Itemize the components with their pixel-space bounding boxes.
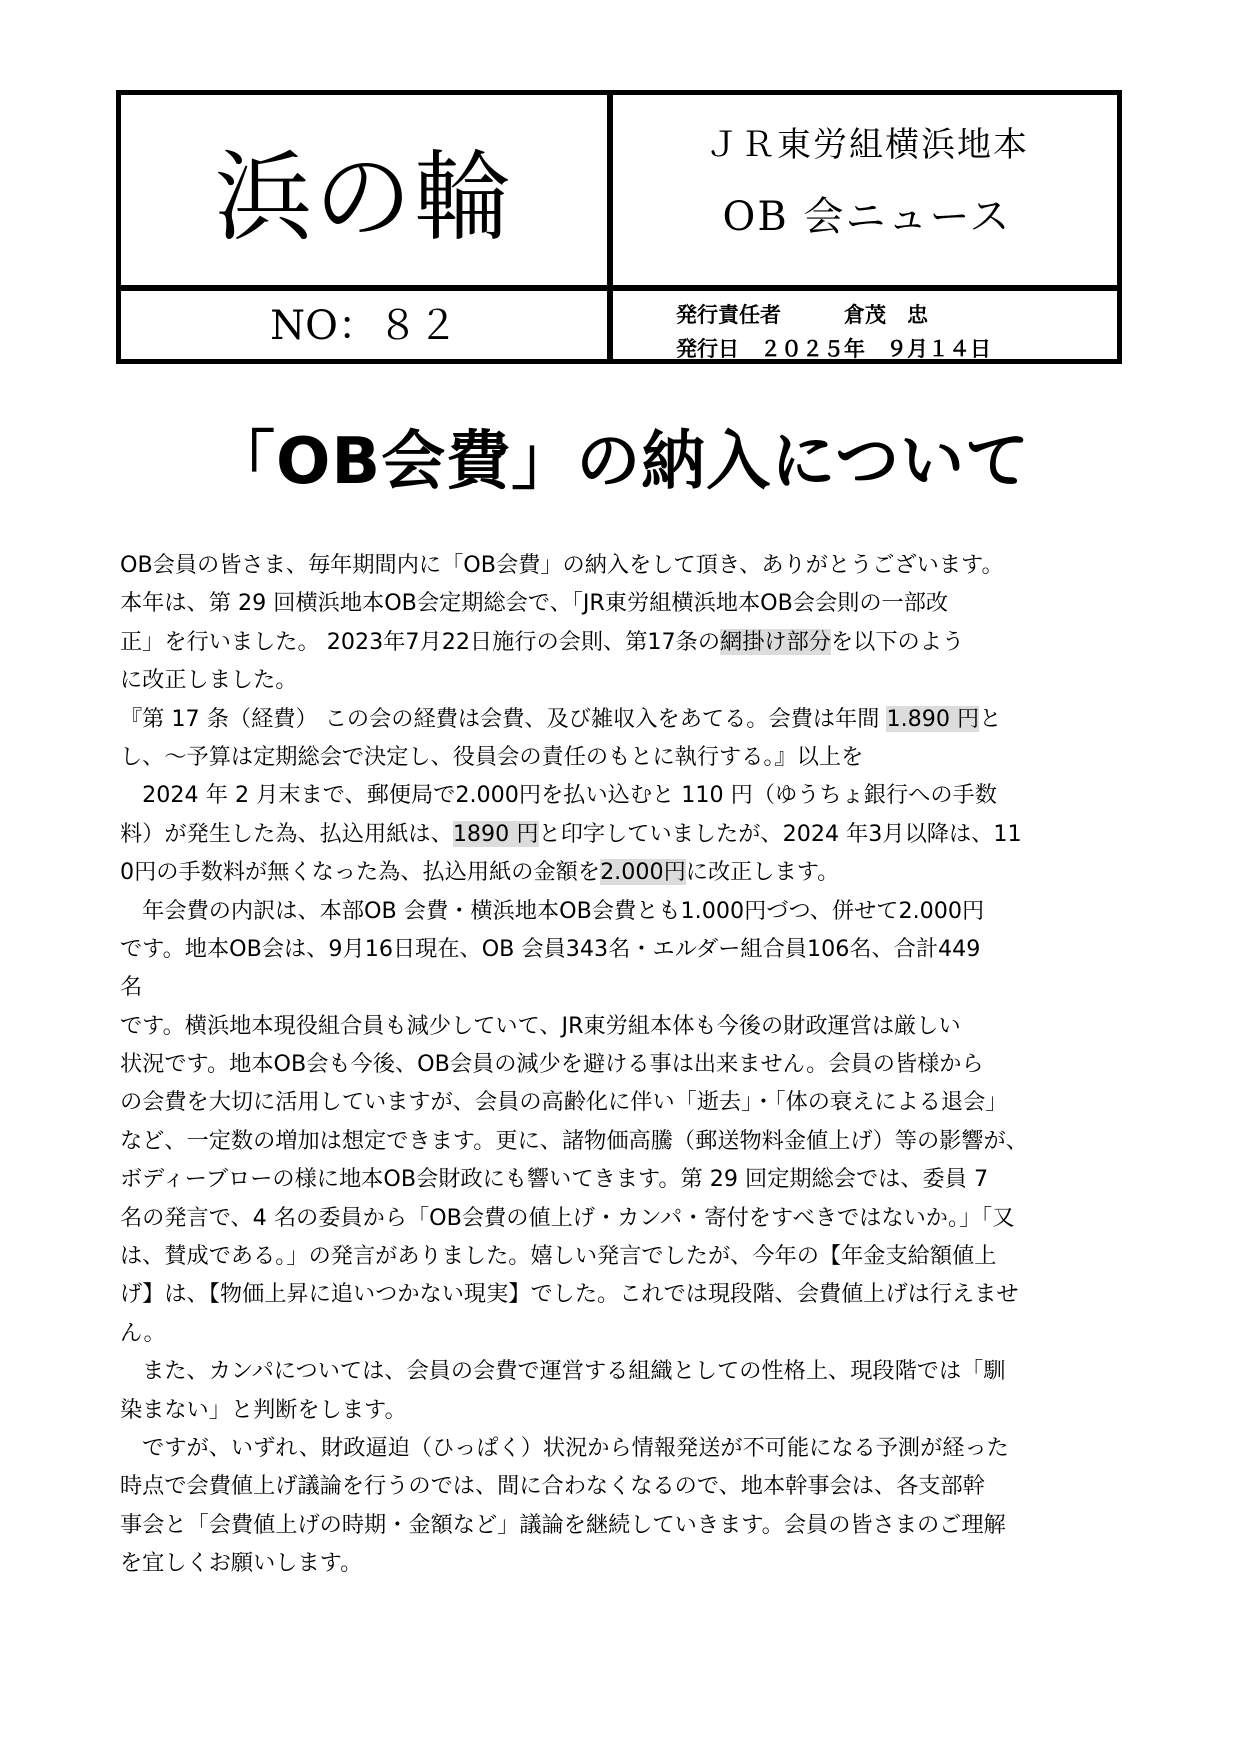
body-line: ですが、いずれ、財政逼迫（ひっぱく）状況から情報発送が不可能になる予測が経った	[120, 1434, 1009, 1461]
body-line: など、一定数の増加は想定できます。更に、諸物価高騰（郵送物料金値上げ）等の影響が、	[120, 1127, 1028, 1154]
body-line	[120, 700, 1125, 738]
body-line: 状況です。地本OB会も今後、OB会員の減少を避ける事は出来ません。会員の皆様から	[120, 1051, 984, 1078]
body-text: 『第 17 条（経費） この会の経費は会費、及び雑収入をあてる。会費は年間	[120, 705, 887, 732]
body-text: に改正します。	[685, 859, 840, 886]
body-line	[120, 853, 1125, 891]
highlighted-text: 網掛け部分	[720, 628, 831, 655]
publish-date-line: 発行日 ２０２５年 ９月１４日	[676, 337, 991, 361]
body-line: ボディーブローの様に地本OB会財政にも響いてきます。第 29 回定期総会では、委員 7	[120, 1166, 989, 1193]
body-text: 0円の手数料が無くなった為、払込用紙の金額を	[120, 859, 601, 886]
body-line: 染まない」と判断をします。	[120, 1396, 407, 1423]
body-line: は、賛成である。」の発言がありました。嬉しい発言でしたが、今年の【年金支給額値上	[120, 1243, 997, 1270]
body-line: です。横浜地本現役組合員も減少していて、JR東労組本体も今後の財政運営は厳しい	[120, 1012, 961, 1039]
body-text: と	[979, 705, 1002, 732]
body-line: です。地本OB会は、9月16日現在、OB 会員343名・エルダー組合員106名、合計449	[120, 935, 981, 962]
body-line	[120, 623, 1125, 661]
body-line	[120, 815, 1125, 853]
body-line: 事会と「会費値上げの時期・金額など」議論を継続していきます。会員の皆さまのご理解	[120, 1511, 1006, 1538]
body-line: を宜しくお願いします。	[120, 1550, 363, 1577]
body-text: と印字していましたが、2024 年3月以降は、11	[538, 820, 1022, 847]
body-line: 年会費の内訳は、本部OB 会費・横浜地本OB会費とも1.000円づつ、併せて2.000円	[120, 897, 985, 924]
article-body	[120, 546, 1125, 1583]
body-line: 本年は、第 29 回横浜地本OB会定期総会で、「JR東労組横浜地本OB会会則の一部改	[120, 590, 949, 617]
highlighted-text: 1.890 円	[886, 705, 980, 732]
body-line: また、カンパについては、会員の会費で運営する組織としての性格上、現段階では「馴	[120, 1358, 1006, 1385]
newsletter-subtitle: OB 会ニュース	[722, 194, 1012, 240]
body-line: 名の発言で、4 名の委員から「OB会費の値上げ・カンパ・寄付をすべきではないか。」「又	[120, 1204, 1015, 1231]
body-line: OB会員の皆さま、毎年期間内に「OB会費」の納入をして頂き、ありがとうございます。	[120, 552, 1004, 578]
body-line: の会費を大切に活用していますが、会員の高齢化に伴い「逝去」・「体の衰えによる退会」	[120, 1089, 1008, 1116]
newsletter-title: 浜の輪	[213, 141, 514, 255]
issue-number: NO：８２	[270, 303, 458, 349]
body-text: 正」を行いました。 2023年7月22日施行の会則、第17条の	[120, 628, 721, 655]
highlighted-text: 1890 円	[452, 820, 539, 847]
body-line: ん。	[120, 1319, 166, 1346]
body-line: げ】は、【物価上昇に追いつかない現実】でした。これでは現段階、会費値上げは行えませ	[120, 1281, 1019, 1308]
article-headline: 「OB会費」の納入について	[211, 425, 1030, 499]
body-line: 時点で会費値上げ議論を行うのでは、間に合わなくなるので、地本幹事会は、各支部幹	[120, 1473, 985, 1500]
body-line: 2024 年 2 月末まで、郵便局で2.000円を払い込むと 110 円（ゆうちょ銀行への手数	[120, 782, 997, 809]
body-text: 料）が発生した為、払込用紙は、	[120, 820, 453, 847]
highlighted-text: 2.000円	[600, 859, 686, 886]
organization-name: ＪＲ東労組横浜地本	[705, 125, 1029, 165]
masthead	[116, 90, 1122, 364]
body-line: 名	[120, 974, 143, 1001]
body-line: に改正しました。	[120, 667, 298, 694]
body-line: し、～予算は定期総会で決定し、役員会の責任のもとに執行する。』以上を	[120, 743, 864, 770]
publisher-line: 発行責任者 倉茂 忠	[676, 303, 928, 327]
masthead-vertical-divider	[607, 95, 613, 359]
body-text: を以下のよう	[830, 628, 965, 655]
